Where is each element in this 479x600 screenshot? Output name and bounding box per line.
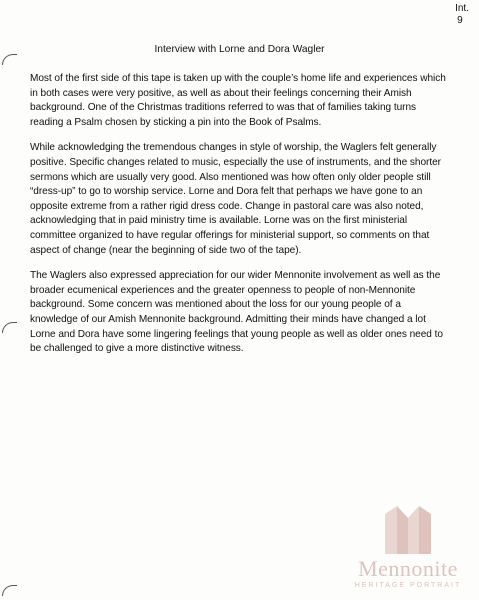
document-body: [30, 72, 450, 368]
interview-tag-number: 9: [457, 15, 463, 26]
paragraph-2: While acknowledging the tremendous changes in style of worship, the Waglers felt generally positive. Specific changes related to music, especially the use of instruments, and the shorter sermons which are usually very good. Also mentioned was how often only older people still “dress-up” to go to worship service. Lorne and Dora felt that perhaps we have gone to an opposite extreme from a rather rigid dress code. Change in pastoral care was also noted, acknowledging that in paid ministry time is available. Lorne was on the first ministerial committee organized to have regular offerings for ministerial support, so comments on that aspect of change (near the beginning of side two of the tape).: [30, 142, 441, 256]
watermark-subtitle: HERITAGE PORTRAIT: [354, 582, 462, 589]
document-title: Interview with Lorne and Dora Wagler: [154, 44, 325, 55]
interview-number-tag: [455, 3, 469, 27]
scan-margin-mark: [2, 322, 17, 333]
interview-tag-label: Int.: [455, 3, 469, 14]
paragraph-1: Most of the first side of this tape is taken up with the couple’s home life and experiences which in both cases were very positive, as well as about their feelings concerning their Amish background. One of the Christmas traditions referred to was that of families taking turns reading a Psalm chosen by sticking a pin into the Book of Psalms.: [30, 73, 446, 128]
watermark-word: Mennonite: [358, 556, 458, 581]
mennonite-heritage-watermark: [348, 504, 468, 594]
mennonite-logo-icon: [383, 504, 433, 556]
scan-margin-mark: [2, 585, 17, 596]
paragraph-3: The Waglers also expressed appreciation for our wider Mennonite involvement as well as the broader ecumenical experiences and the greater openness to people of non-Mennonite background. Some concern was mentioned about the loss for our young people of a knowledge of our Amish Mennonite background. Admitting their minds have changed a lot Lorne and Dora have some lingering feelings that young people as well as older ones need to be challenged to give a more distinctive witness.: [30, 270, 443, 355]
